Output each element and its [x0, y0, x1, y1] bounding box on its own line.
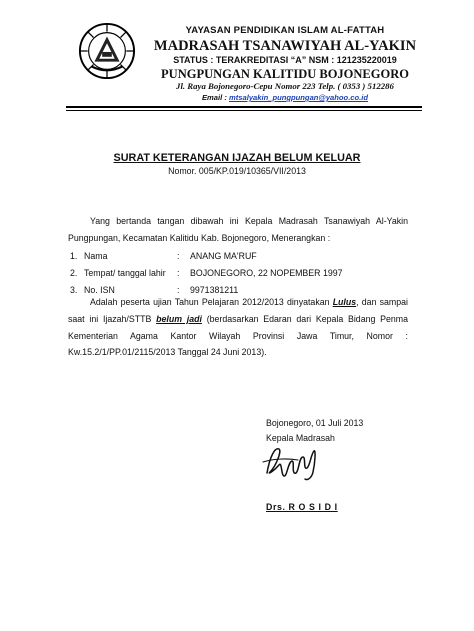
letterhead-village: PUNGPUNGAN KALITIDU BOJONEGORO [161, 67, 409, 81]
letterhead-rule-thick [66, 106, 422, 108]
signer-name: Drs. R O S I D I [266, 502, 338, 512]
document-number: Nomor. 005/KP.019/10365/VII/2013 [168, 166, 306, 176]
signer-position: Kepala Madrasah [266, 433, 335, 443]
detail-value: 9971381211 [190, 285, 239, 295]
status-lulus: Lulus [332, 297, 357, 307]
school-emblem-icon [78, 22, 136, 80]
detail-number: 2. [70, 268, 78, 278]
handwritten-signature-icon [258, 440, 324, 484]
detail-label: No. ISN [84, 285, 115, 295]
letterhead-school-name: MADRASAH TSANAWIYAH AL-YAKIN [153, 38, 417, 54]
email-link[interactable]: mtsalyakin_pungpungan@yahoo.co.id [228, 93, 369, 102]
detail-number: 3. [70, 285, 78, 295]
letterhead-address: Jl. Raya Bojonegoro-Cepu Nomor 223 Telp. ( 0353 ) 512286 [176, 81, 394, 91]
statement-text: (berdasarkan Edaran dari Kepala Bidang Penma Kementerian Agama Kantor Wilayah Provinsi Jawa Timur, Nomor : Kw.15.2/1/PP.01/2115/2013 Tanggal 24 Juni 2013). [68, 313, 408, 358]
status-belum-jadi: belum jadi [156, 313, 202, 324]
detail-label: Tempat/ tanggal lahir [84, 268, 166, 278]
letterhead-status: STATUS : TERAKREDITASI “A” NSM : 121235220019 [173, 55, 397, 65]
statement-text: Adalah peserta ujian Tahun Pelajaran 2012/2013 dinyatakan [90, 297, 333, 307]
email-label: Email : [201, 93, 227, 102]
detail-label: Nama [84, 251, 108, 261]
letterhead-foundation: YAYASAN PENDIDIKAN ISLAM AL-FATTAH [185, 25, 385, 36]
detail-colon: : [177, 268, 180, 278]
letterhead-rule-thin [66, 110, 422, 111]
detail-value: ANANG MA'RUF [190, 251, 257, 261]
intro-paragraph: Yang bertanda tangan dibawah ini Kepala Madrasah Tsanawiyah Al-Yakin Pungpungan, Kecamatan Kalitidu Kab. Bojonegoro, Menerangkan : [68, 216, 408, 243]
statement-text: , dan sampai saat ini Ijazah/STTB [68, 297, 408, 324]
detail-colon: : [177, 285, 180, 295]
detail-value: BOJONEGORO, 22 NOPEMBER 1997 [190, 268, 343, 278]
letterhead-email-line [150, 93, 420, 102]
statement-paragraph [68, 294, 408, 361]
place-date: Bojonegoro, 01 Juli 2013 [266, 418, 364, 428]
detail-number: 1. [70, 251, 78, 261]
detail-colon: : [177, 251, 180, 261]
document-title: SURAT KETERANGAN IJAZAH BELUM KELUAR [113, 152, 361, 164]
